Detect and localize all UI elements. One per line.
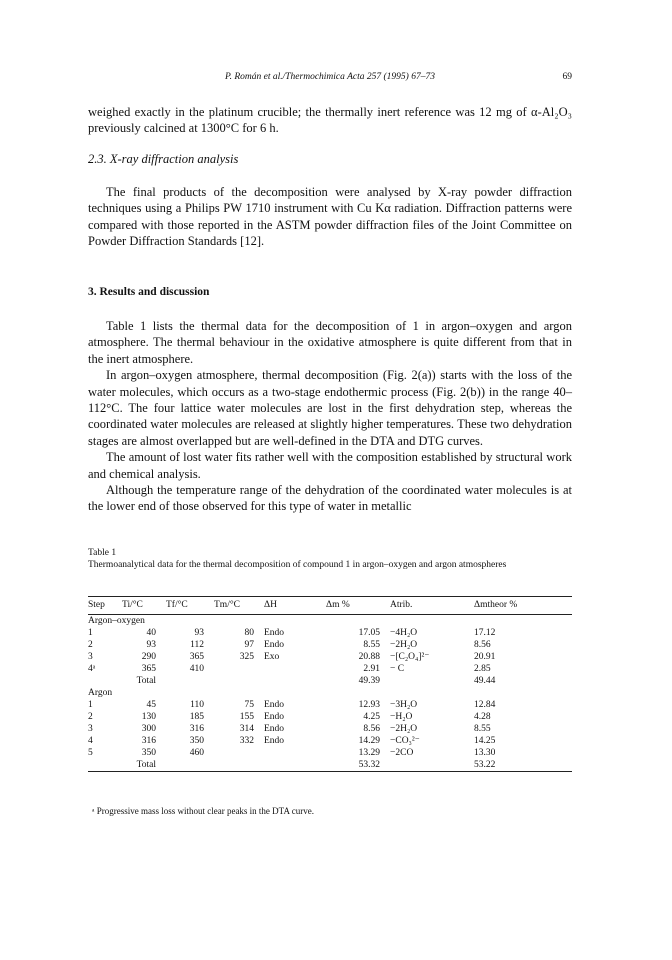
table-cell: 112 [190,640,204,650]
table-cell: 8.55 [363,640,380,650]
table-cell: 93 [194,628,204,638]
section-3-paragraph-1: Table 1 lists the thermal data for the decomposition of 1 in argon–oxygen and argon atmosphere. The thermal behaviour in the oxidative atmosphere is quite different from that in the inert atmosphere. [88,319,572,366]
table-row [88,711,572,723]
table-cell: −H₂O [390,712,413,722]
table-cell: −4H₂O [390,628,418,638]
table-cell: 53.22 [474,759,572,772]
table-cell [390,675,474,687]
table-caption-text: Thermoanalytical data for the thermal decomposition of compound 1 in argon–oxygen and argon atmospheres [88,560,507,570]
intro-paragraph [88,104,572,137]
column-header: Δmtheor % [474,597,572,615]
table-cell: 49.44 [474,676,496,686]
section-3-heading [88,284,572,300]
table-cell: 97 [244,640,254,650]
table-cell [214,747,264,759]
table-cell [88,675,122,687]
table-cell: 12.84 [474,700,496,710]
table-row [88,627,572,639]
table-cell: 4 [88,736,93,746]
table-cell: 3 [88,652,93,662]
table-cell: 332 [239,736,254,746]
table-cell: 5 [88,748,93,758]
table-cell: 53.32 [326,759,390,772]
table-cell: 13.30 [474,748,496,758]
atmosphere-label: Argon [88,688,113,698]
table-cell: 93 [146,640,156,650]
table-row [88,663,572,675]
table-cell: −2H₂O [390,724,418,734]
table-cell [166,675,214,687]
table-cell [88,759,122,772]
table-group-row [88,687,572,699]
table-footnote: ᵃ Progressive mass loss without clear peaks in the DTA curve. [92,806,314,816]
table-cell: 365 [189,652,204,662]
table-cell: 290 [141,652,156,662]
table-cell: 460 [189,748,204,758]
section-2-3-paragraph: The final products of the decomposition were analysed by X-ray powder diffraction techniques using a Philips PW 1710 instrument with Cu Kα radiation. Diffraction patterns were compared with those reported in the ASTM powder diffraction files of the Joint Committee on Powder Diffraction Standards [12]. [88,185,572,249]
table-cell: Endo [264,712,285,722]
table-cell: Endo [264,628,285,638]
intro-text: weighed exactly in the platinum crucible; the thermally inert reference was 12 mg of α-Al₂O₃ previously calcined at 1300°C for 6 h. [88,105,572,136]
table-cell: 8.56 [474,640,491,650]
section-3-title: 3. Results and discussion [88,286,210,298]
section-3-paragraph-4: Although the temperature range of the dehydration of the coordinated water molecules is at the lower end of those observed for this type of water in metallic [88,483,572,514]
thermoanalytical-table [88,596,572,772]
table-cell: 3 [88,724,93,734]
table-cell: 14.29 [358,736,380,746]
table-cell: −2H₂O [390,640,418,650]
table-cell [166,759,214,772]
table-cell: 4.25 [363,712,380,722]
table-cell [264,663,326,675]
table-cell [390,759,474,772]
table-row [88,735,572,747]
table-cell: 4ᵃ [88,664,96,674]
section-2-3-body [88,184,572,250]
table-row [88,759,572,772]
table-row [88,747,572,759]
column-header: ΔH [264,597,326,615]
atmosphere-label: Argon–oxygen [88,616,145,626]
table-cell: Total [122,759,166,772]
table-cell [264,747,326,759]
section-2-3 [88,151,572,167]
section-3-body [88,318,572,515]
table-cell: 20.91 [474,652,496,662]
table-cell [214,759,264,772]
table-row [88,639,572,651]
page-number: 69 [562,72,572,82]
table-cell: 2.85 [474,664,491,674]
table-cell: 13.29 [358,748,380,758]
journal-reference: P. Román et al./Thermochimica Acta 257 (1995) 67–73 [225,72,435,82]
column-header: Tm/°C [214,597,264,615]
table-cell: 45 [146,700,156,710]
table-cell: 185 [189,712,204,722]
table-cell: 350 [189,736,204,746]
table-row [88,723,572,735]
table-cell: 1 [88,628,93,638]
table-cell: 1 [88,700,93,710]
table-cell: −CO₃²⁻ [390,736,420,746]
table-cell: 130 [141,712,156,722]
table-cell: Endo [264,640,285,650]
table-cell: 316 [189,724,204,734]
table-cell: 300 [141,724,156,734]
section-3-paragraph-3: The amount of lost water fits rather well with the composition established by structural work and chemical analysis. [88,450,572,481]
table-cell: 8.56 [363,724,380,734]
table-caption [88,547,572,571]
column-header: Δm % [326,597,390,615]
table-row [88,699,572,711]
table-label: Table 1 [88,548,117,558]
table-cell: 17.12 [474,628,496,638]
column-header: Atrib. [390,597,474,615]
table-cell: 325 [239,652,254,662]
table-cell: Endo [264,736,285,746]
table-group-row [88,615,572,628]
table-cell: Exo [264,652,280,662]
table-cell: −[C₂O₄]²⁻ [390,652,430,662]
table-cell: −2CO [390,748,414,758]
table-cell: 155 [239,712,254,722]
table-cell: 49.39 [358,676,380,686]
table-cell: 4.28 [474,712,491,722]
table-cell: 2 [88,712,93,722]
table-cell: 110 [190,700,204,710]
table-cell: 20.88 [358,652,380,662]
table-cell: − C [390,664,405,674]
table-header-row [88,597,572,615]
table-cell: 80 [244,628,254,638]
table-cell: Endo [264,700,285,710]
table-row [88,675,572,687]
table-cell [214,675,264,687]
table-cell: 350 [141,748,156,758]
table-cell: 314 [239,724,254,734]
table-cell [214,663,264,675]
table-cell: 8.55 [474,724,491,734]
column-header: Tf/°C [166,597,214,615]
section-2-3-title: 2.3. X-ray diffraction analysis [88,152,239,166]
column-header: Step [88,597,122,615]
table-cell: 2.91 [363,664,380,674]
table-cell: −3H₂O [390,700,418,710]
table-cell: 75 [244,700,254,710]
column-header: Ti/°C [122,597,166,615]
table-cell: 365 [141,664,156,674]
table-cell [264,675,326,687]
table-cell: 316 [141,736,156,746]
table-cell: 40 [146,628,156,638]
table-cell: 14.25 [474,736,496,746]
table-cell: 17.05 [358,628,380,638]
table-cell: Total [136,676,156,686]
table-cell: Endo [264,724,285,734]
table-body [88,615,572,772]
section-3-paragraph-2: In argon–oxygen atmosphere, thermal decomposition (Fig. 2(a)) starts with the loss of the water molecules, which occurs as a two-stage endothermic process (Fig. 2(b)) in the range 40–112°C. The four lattice water molecules are lost in the first dehydration step, whereas the coordinated water molecules are released at slightly higher temperatures. These two dehydration stages are almost overlapped but are well-defined in the DTA and DTG curves. [88,368,572,448]
table-row [88,651,572,663]
table-cell: 2 [88,640,93,650]
table-cell: 410 [189,664,204,674]
table-cell [264,759,326,772]
table-cell: 12.93 [358,700,380,710]
